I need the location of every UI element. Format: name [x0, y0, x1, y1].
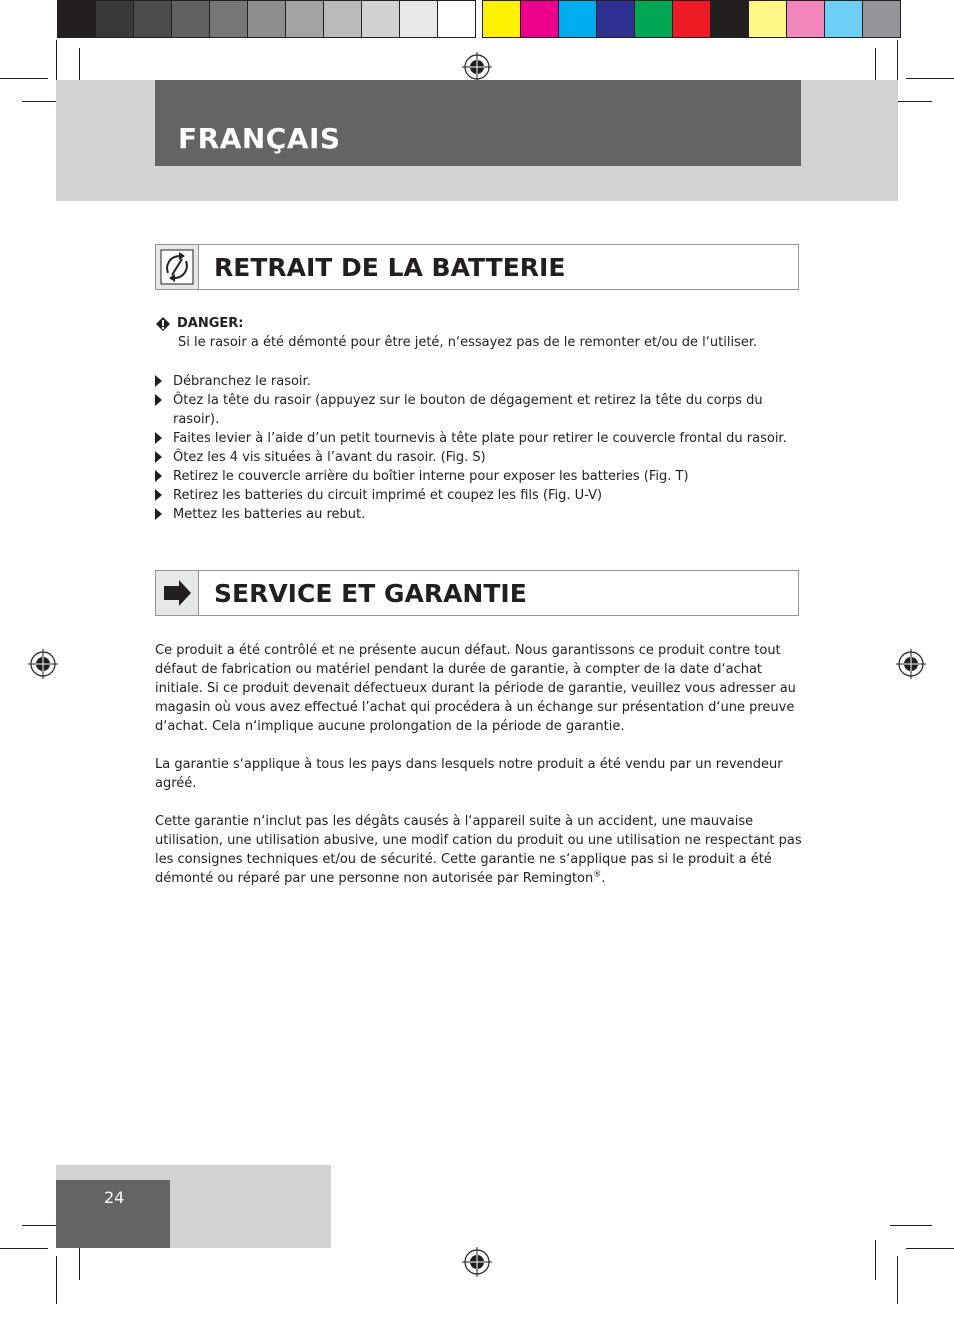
color-swatch	[748, 0, 787, 38]
color-swatch	[482, 0, 521, 38]
color-swatch	[596, 0, 635, 38]
triangle-bullet-icon	[155, 470, 162, 482]
crop-mark	[0, 1248, 48, 1249]
danger-label: DANGER:	[177, 316, 244, 331]
triangle-bullet-icon	[155, 489, 162, 501]
trademark-symbol: ®	[593, 869, 602, 879]
color-swatch	[862, 0, 901, 38]
section-header-battery-removal	[155, 244, 799, 290]
color-swatch	[672, 0, 711, 38]
crop-mark	[0, 78, 48, 79]
list-item: Retirez les batteries du circuit imprimé et coupez les fils (Fig. U-V)	[155, 486, 805, 505]
section-header-service-warranty	[155, 570, 799, 616]
section-title: RETRAIT DE LA BATTERIE	[214, 253, 566, 282]
color-swatch	[824, 0, 863, 38]
color-swatch	[133, 0, 172, 38]
color-swatch	[247, 0, 286, 38]
color-swatch	[209, 0, 248, 38]
warranty-text	[155, 641, 803, 907]
triangle-bullet-icon	[155, 451, 162, 463]
list-item: Retirez le couvercle arrière du boîtier interne pour exposer les batteries (Fig. T)	[155, 467, 805, 486]
triangle-bullet-icon	[155, 432, 162, 444]
triangle-bullet-icon	[155, 394, 162, 406]
list-item: Mettez les batteries au rebut.	[155, 505, 805, 524]
color-swatch	[171, 0, 210, 38]
crop-mark	[906, 78, 954, 79]
crop-mark	[890, 1225, 932, 1226]
color-swatch	[361, 0, 400, 38]
danger-text: Si le rasoir a été démonté pour être jeté, n‘essayez pas de le remonter et/ou de l‘utiliser.	[178, 335, 758, 350]
list-item: Débranchez le rasoir.	[155, 372, 805, 391]
registration-mark-icon	[896, 649, 926, 679]
triangle-bullet-icon	[155, 375, 162, 387]
color-swatch	[558, 0, 597, 38]
color-swatch	[323, 0, 362, 38]
list-item: Ôtez la tête du rasoir (appuyez sur le bouton de dégagement et retirez la tête du corps du rasoir).	[155, 391, 805, 429]
color-swatch-bar	[482, 0, 900, 38]
crop-mark	[897, 1256, 898, 1304]
color-swatch	[634, 0, 673, 38]
color-swatch	[437, 0, 476, 38]
warranty-paragraph: Cette garantie n‘inclut pas les dégâts causés à l‘appareil suite à un accident, une mauvaise utilisation, une utilisation abusive, une modif cation du produit ou une utilisation ne respectant pas les consignes techniques et/ou de sécurité. Cette garantie ne s‘applique pas si le produit a été démonté ou réparé par une personne non autorisée par Remington®.	[155, 814, 802, 886]
warranty-paragraph: Ce produit a été contrôlé et ne présente aucun défaut. Nous garantissons ce produit contre tout défaut de fabrication ou matériel pendant la durée de garantie, à compter de la date d‘achat initiale. Si ce produit devenait défectueux durant la période de garantie, veuillez vous adresser au magasin où vous avez effectué l’achat qui procédera à un échange sur présentation d‘une preuve d‘achat. Cela n‘implique aucune prolongation de la période de garantie.	[155, 643, 796, 734]
color-swatch	[57, 0, 96, 38]
warning-icon	[155, 316, 171, 332]
warranty-paragraph: La garantie s‘applique à tous les pays dans lesquels notre produit a été vendu par un revendeur agréé.	[155, 757, 783, 791]
battery-removal-steps	[155, 372, 805, 524]
triangle-bullet-icon	[155, 508, 162, 520]
language-title: FRANÇAIS	[178, 122, 341, 155]
registration-mark-icon	[462, 1247, 492, 1277]
list-item: Ôtez les 4 vis situées à l’avant du rasoir. (Fig. S)	[155, 448, 805, 467]
color-swatch	[520, 0, 559, 38]
color-swatch	[710, 0, 749, 38]
gray-swatch-bar	[57, 0, 475, 38]
color-swatch	[786, 0, 825, 38]
color-swatch	[95, 0, 134, 38]
crop-mark	[56, 40, 57, 80]
registration-mark-icon	[462, 52, 492, 82]
color-swatch	[285, 0, 324, 38]
crop-mark	[906, 1248, 954, 1249]
crop-mark	[56, 1256, 57, 1304]
danger-notice	[155, 314, 815, 352]
section-title: SERVICE ET GARANTIE	[214, 579, 527, 608]
crop-mark	[897, 40, 898, 80]
registration-mark-icon	[28, 649, 58, 679]
list-item: Faites levier à l’aide d’un petit tournevis à tête plate pour retirer le couvercle frontal du rasoir.	[155, 429, 805, 448]
arrow-right-icon	[156, 571, 199, 615]
recycle-icon	[156, 245, 199, 289]
page-number: 24	[104, 1188, 125, 1207]
crop-mark	[875, 1240, 876, 1280]
color-swatch	[399, 0, 438, 38]
